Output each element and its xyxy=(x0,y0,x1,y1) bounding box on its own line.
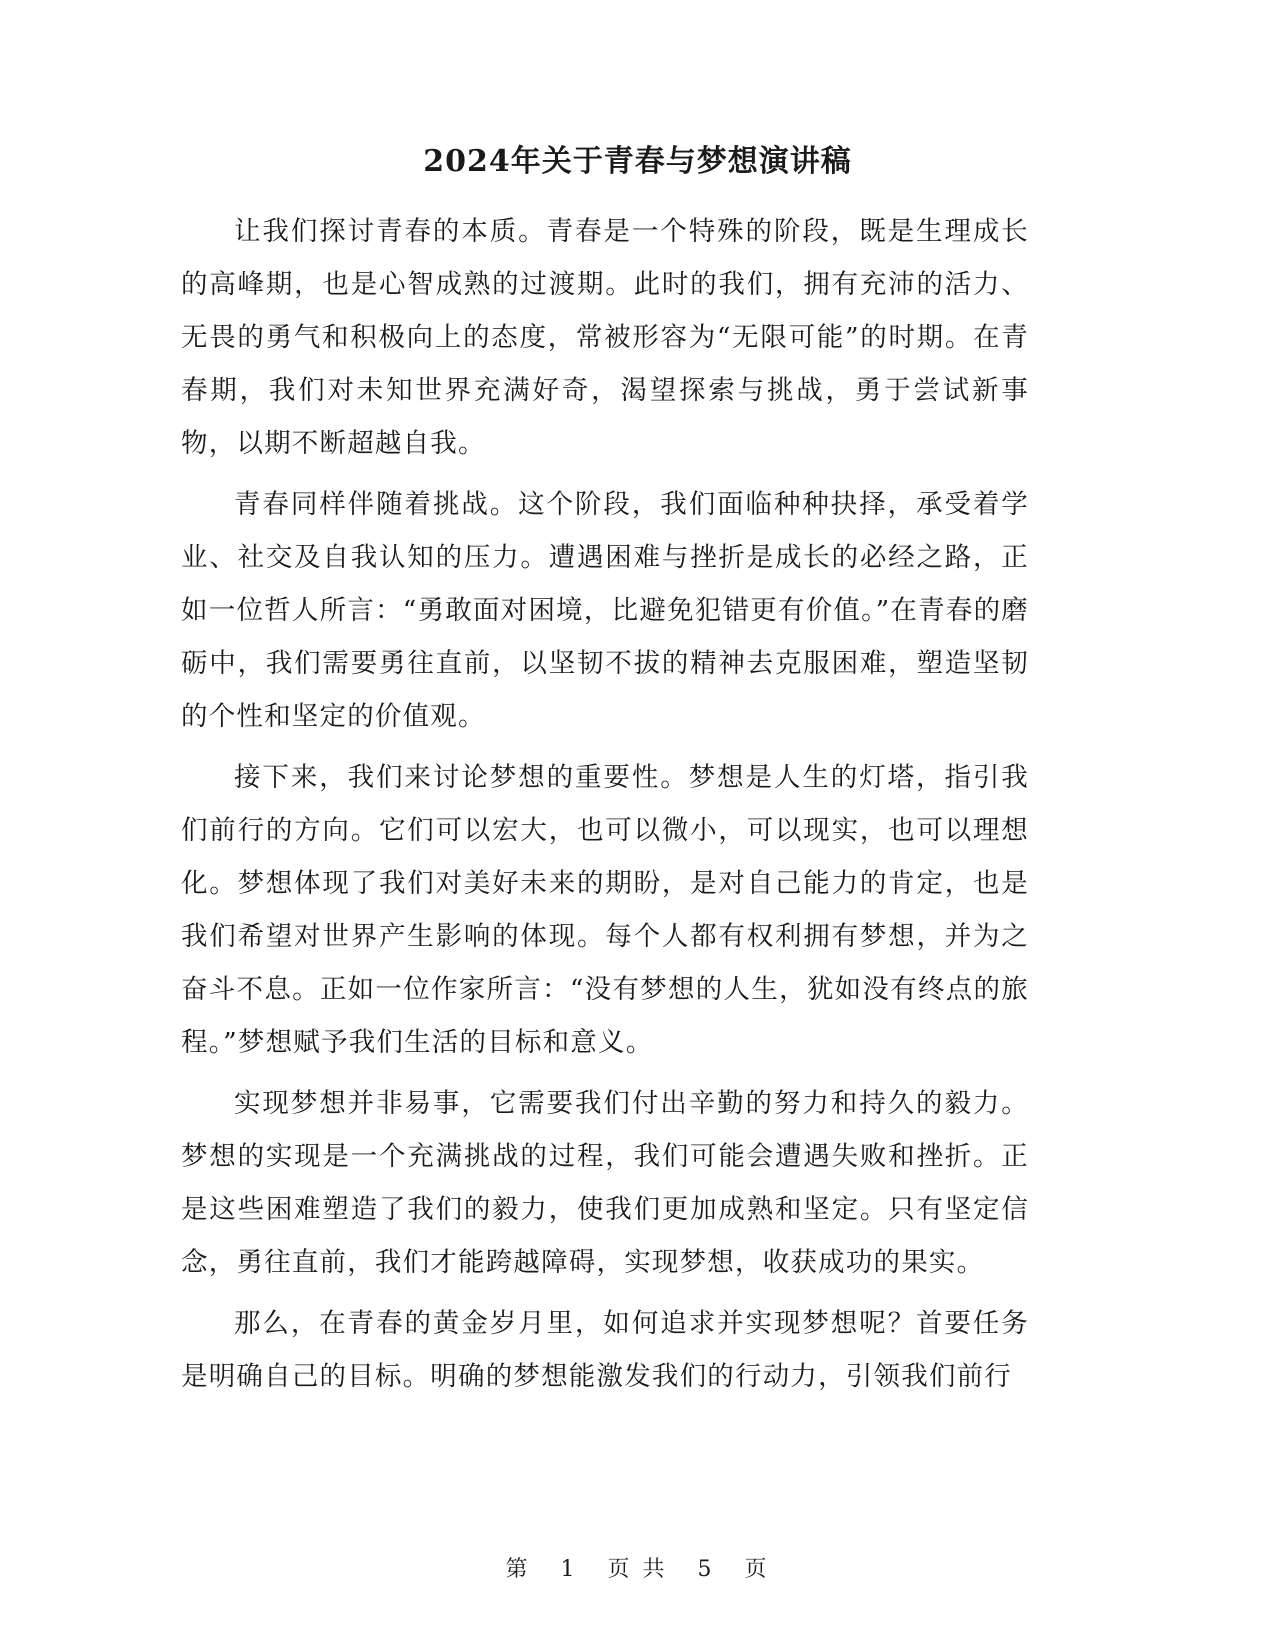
footer-middle: 页 共 xyxy=(607,1557,668,1582)
paragraph: 接下来，我们来讨论梦想的重要性。梦想是人生的灯塔，指引我们前行的方向。它们可以宏大，也可以微小，可以现实，也可以理想化。梦想体现了我们对美好未来的期盼，是对自己能力的肯定，也是我们希望对世界产生影响的体现。每个人都有权利拥有梦想，并为之奋斗不息。正如一位作家所言：“没有梦想的人生，犹如没有终点的旅程。”梦想赋予我们生活的目标和意义。 xyxy=(181,762,1029,1058)
paragraph: 实现梦想并非易事，它需要我们付出辛勤的努力和持久的毅力。梦想的实现是一个充满挑战的过程，我们可能会遭遇失败和挫折。正是这些困难塑造了我们的毅力，使我们更加成熟和坚定。只有坚定信念，勇往直前，我们才能跨越障碍，实现梦想，收获成功的果实。 xyxy=(181,1088,1029,1278)
total-pages-number: 5 xyxy=(697,1557,715,1582)
paragraph: 那么，在青春的黄金岁月里，如何追求并实现梦想呢？首要任务是明确自己的目标。明确的梦想能激发我们的行动力，引领我们前行 xyxy=(181,1308,1029,1392)
page-footer xyxy=(0,1555,1275,1585)
footer-prefix: 第 xyxy=(505,1557,531,1582)
document-body xyxy=(181,205,1029,1411)
document-title: 2024年关于青春与梦想演讲稿 xyxy=(423,144,852,179)
paragraph: 让我们探讨青春的本质。青春是一个特殊的阶段，既是生理成长的高峰期，也是心智成熟的过渡期。此时的我们，拥有充沛的活力、无畏的勇气和积极向上的态度，常被形容为“无限可能”的时期。在青春期，我们对未知世界充满好奇，渴望探索与挑战，勇于尝试新事物，以期不断超越自我。 xyxy=(181,216,1029,459)
current-page-number: 1 xyxy=(560,1557,578,1582)
footer-suffix: 页 xyxy=(744,1557,770,1582)
paragraph: 青春同样伴随着挑战。这个阶段，我们面临种种抉择，承受着学业、社交及自我认知的压力。遭遇困难与挫折是成长的必经之路，正如一位哲人所言：“勇敢面对困境，比避免犯错更有价值。”在青春的磨砺中，我们需要勇往直前，以坚韧不拔的精神去克服困难，塑造坚韧的个性和坚定的价值观。 xyxy=(181,489,1029,732)
